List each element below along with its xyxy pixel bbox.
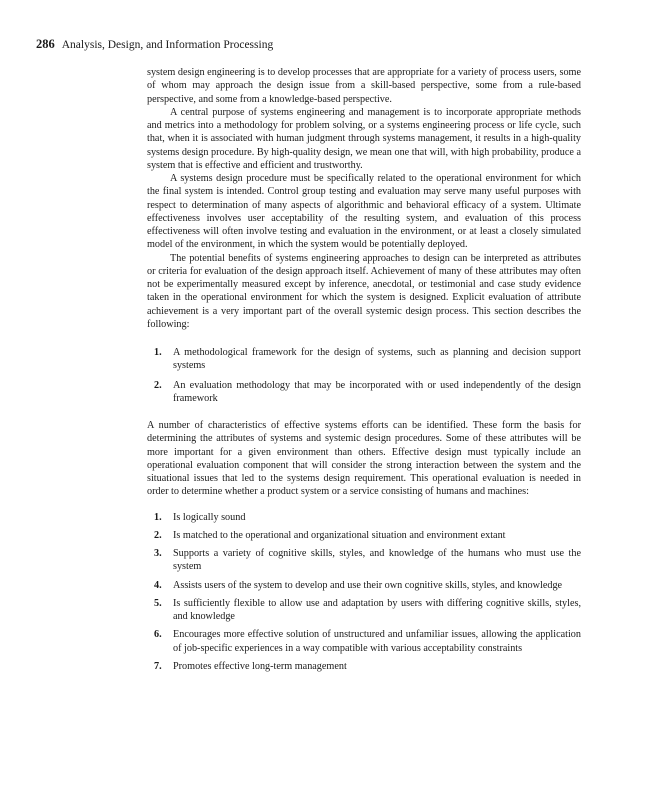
attributes-list <box>147 511 581 674</box>
list-item <box>147 660 581 673</box>
list-item <box>147 511 581 524</box>
list-item-number: 4. <box>154 579 162 591</box>
list-item-text: An evaluation methodology that may be incorporated with or used independently of the design framework <box>173 379 581 404</box>
paragraph-design-procedure: A systems design procedure must be specifically related to the operational environment for which the final system is intended. Control group testing and evaluation may serve many useful purposes with respect to determination of many aspects of algorithmic and behavioral efficacy of a system. Ultimate effectiveness involves user acceptability of the resulting system, and evaluation of this process effectiveness will often involve testing and evaluation in the environment, or at least a closely simulated model of the environment, in which the system would be potentially deployed. <box>147 173 581 251</box>
list-item-text: Is logically sound <box>173 511 246 523</box>
list-item-number: 1. <box>154 511 162 523</box>
list-item <box>147 529 581 542</box>
paragraph-continued: system design engineering is to develop processes that are appropriate for a variety of process users, some of whom may approach the design issue from a skill-based perspective, some from a rule-based perspective, and some from a knowledge-based perspective. <box>147 67 581 105</box>
list-item <box>147 379 581 406</box>
list-item <box>147 547 581 574</box>
list-item-number: 7. <box>154 660 162 672</box>
list-item <box>147 597 581 624</box>
page-number: 286 <box>36 37 55 51</box>
list-item-number: 3. <box>154 548 162 559</box>
list-item-text: A methodological framework for the design of systems, such as planning and decision support systems <box>173 347 581 372</box>
list-item-text: Supports a variety of cognitive skills, styles, and knowledge of the humans who must use the system <box>173 548 581 573</box>
list-item-number: 1. <box>154 347 162 358</box>
list-item-number: 2. <box>154 379 162 391</box>
running-title: Analysis, Design, and Information Processing <box>61 39 274 51</box>
paragraph-central-purpose: A central purpose of systems engineering and management is to incorporate appropriate methods and metrics into a methodology for problem solving, or a systems engineering process or life cycle, such that, when it is associated with human judgment through systems management, it results in a high-quality systems design procedure. By high-quality design, we mean one that will, with high probability, produce a system that is effective and efficient and trustworthy. <box>147 106 581 171</box>
list-item-number: 5. <box>154 597 162 609</box>
list-item-text: Is sufficiently flexible to allow use and adaptation by users with differing cognitive skills, styles, and knowledge <box>173 597 581 622</box>
paragraph-characteristics: A number of characteristics of effective systems efforts can be identified. These form the basis for determining the attributes of systems and systemic design procedures. Some of these attributes will be more important for a given environment than others. Effective design must typically include an operational evaluation component that will consider the strong interaction between the system and the situational issues that led to the systems design requirement. This operational evaluation is needed in order to determine whether a product system or a service consisting of humans and machines: <box>147 420 581 498</box>
list-item-text: Assists users of the system to develop and use their own cognitive skills, styles, and knowledge <box>173 579 563 591</box>
list-item-text: Promotes effective long-term management <box>173 660 347 672</box>
list-item <box>147 628 581 655</box>
body-text <box>147 66 581 673</box>
list-item <box>147 579 581 592</box>
running-head <box>36 37 273 52</box>
list-item-text: Is matched to the operational and organizational situation and environment extant <box>173 529 506 541</box>
list-item-number: 2. <box>154 529 162 541</box>
list-item <box>147 346 581 373</box>
paragraph-potential-benefits: The potential benefits of systems engineering approaches to design can be interpreted as attributes or criteria for evaluation of the design approach itself. Achievement of many of these attributes may often not be experimentally measured except by inference, anecdotal, or testimonial and case study evidence taken in the operational environment for which the system is designed. Explicit evaluation of attribute achievement is a very important part of the overall systemic design process. This section describes the following: <box>147 252 581 330</box>
list-item-number: 6. <box>154 629 162 641</box>
framework-list <box>147 346 581 405</box>
list-item-text: Encourages more effective solution of unstructured and unfamiliar issues, allowing the application of job-specific experiences in a way compatible with various acceptability constraints <box>173 629 581 654</box>
